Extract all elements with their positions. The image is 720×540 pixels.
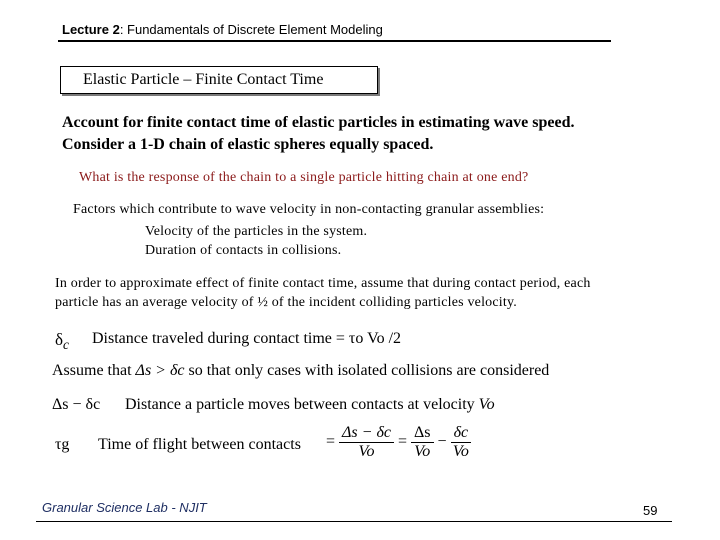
- footer-divider: [36, 521, 672, 522]
- eq3-description: Distance a particle moves between contacts at velocity: [125, 396, 475, 413]
- question-text: What is the response of the chain to a single particle hitting chain at one end?: [79, 170, 529, 185]
- fraction: [339, 424, 394, 461]
- eq3-text: [125, 396, 495, 414]
- eq1-rhs: = τo Vo /2: [335, 330, 402, 347]
- eq1-symbol: $\delta_c$: [55, 330, 69, 353]
- slide-title: Elastic Particle – Finite Contact Time: [60, 66, 378, 94]
- intro-line-2: Consider a 1-D chain of elastic spheres equally spaced.: [62, 136, 434, 153]
- eq2: [52, 362, 549, 380]
- approx-line-2: particle has an average velocity of ½ of the incident colliding particles velocity.: [55, 295, 517, 310]
- eq4-text: Time of flight between contacts: [98, 436, 301, 453]
- fraction-denominator: Vo: [414, 443, 431, 460]
- factors-heading: Factors which contribute to wave velocity in non-contacting granular assemblies:: [73, 202, 545, 217]
- eq1-text: [92, 330, 401, 348]
- footer-institution: - NJIT: [167, 500, 207, 515]
- fraction-numerator: δc: [451, 424, 472, 443]
- footer-lab-name: Granular Science Lab: [42, 500, 168, 515]
- intro-line-1: Account for finite contact time of elastic particles in estimating wave speed.: [62, 114, 575, 131]
- eq4-fractions: = $\frac{\Delta s - \delta c}{Vo}$ = $\frac{\Delta s}{Vo}$ − $\frac{\delta c}{Vo}$: [326, 424, 471, 461]
- approx-line-1: In order to approximate effect of finite contact time, assume that during contact period, each: [55, 276, 591, 291]
- lecture-subtitle: : Fundamentals of Discrete Element Modeling: [119, 22, 383, 37]
- header-divider: [58, 40, 611, 42]
- fraction-numerator: Δs − δc: [339, 424, 394, 443]
- factor-item: Duration of contacts in collisions.: [145, 243, 342, 258]
- lecture-label: Lecture 2: [62, 22, 120, 37]
- fraction: [451, 424, 472, 461]
- eq2-text1: Assume that: [52, 362, 132, 379]
- eq3-symbol: Δs − δc: [52, 396, 101, 413]
- eq4-symbol: τg: [55, 436, 70, 453]
- eq3-var: Vo: [478, 396, 495, 413]
- lecture-header: [62, 22, 383, 37]
- eq1-description: Distance traveled during contact time: [92, 330, 332, 347]
- page-number: 59: [643, 503, 658, 518]
- fraction-denominator: Vo: [452, 443, 469, 460]
- eq2-text2: so that only cases with isolated collisions are considered: [188, 362, 550, 379]
- eq2-condition: Δs > δc: [135, 362, 185, 379]
- factor-item: Velocity of the particles in the system.: [145, 224, 368, 239]
- footer-lab: [42, 500, 207, 515]
- fraction-denominator: Vo: [358, 443, 375, 460]
- fraction: [411, 424, 434, 461]
- fraction-numerator: Δs: [411, 424, 434, 443]
